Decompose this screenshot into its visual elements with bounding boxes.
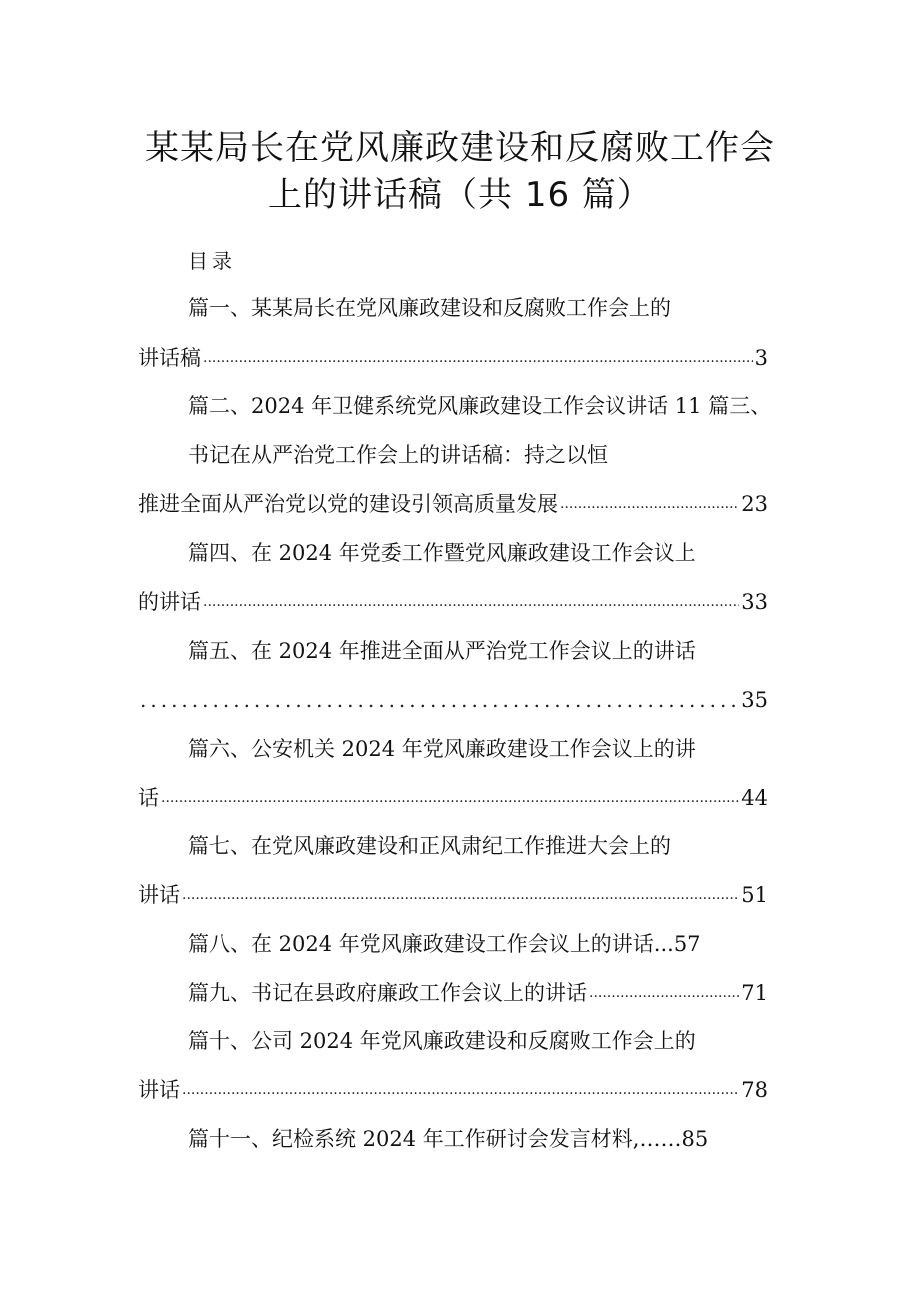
toc-entry-6-line-2 xyxy=(138,784,768,812)
toc-entry-4-label: 的讲话 xyxy=(138,590,201,614)
toc-entry-7-line-1: 篇七、在党风廉政建设和正风肃纪工作推进大会上的 xyxy=(188,834,671,858)
toc-entry-3-label: 推进全面从严治党以党的建设引领高质量发展 xyxy=(138,492,558,516)
toc-entry-4-line-1: 篇四、在 2024 年党委工作暨党风廉政建设工作会议上 xyxy=(188,541,696,565)
toc-entry-8: 篇八、在 2024 年党风廉政建设工作会议上的讲话...57 xyxy=(188,932,701,956)
toc-entry-7-line-2 xyxy=(138,881,768,909)
toc-entry-7-page: 51 xyxy=(741,883,768,907)
toc-entry-2-line-1: 篇二、2024 年卫健系统党风廉政建设工作会议讲话 11 篇三、 xyxy=(188,394,772,418)
toc-entry-6-line-1: 篇六、公安机关 2024 年党风廉政建设工作会议上的讲 xyxy=(188,737,696,761)
toc-entry-3-page: 23 xyxy=(741,492,768,516)
dot-leader xyxy=(203,344,753,372)
dot-leader xyxy=(140,686,739,714)
toc-entry-10-line-2 xyxy=(138,1076,768,1104)
toc-entry-10-line-1: 篇十、公司 2024 年党风廉政建设和反腐败工作会上的 xyxy=(188,1029,696,1053)
toc-entry-1-line-1: 篇一、某某局长在党风廉政建设和反腐败工作会上的 xyxy=(188,296,671,320)
toc-entry-5-page: 35 xyxy=(741,688,768,712)
toc-entry-1-line-2 xyxy=(138,344,768,372)
dot-leader xyxy=(161,784,739,812)
toc-entry-9 xyxy=(188,979,768,1007)
toc-entry-10-page: 78 xyxy=(741,1078,768,1102)
toc-entry-3-line-2 xyxy=(138,490,768,518)
toc-heading: 目录 xyxy=(188,249,236,273)
toc-entry-5-line-1: 篇五、在 2024 年推进全面从严治党工作会议上的讲话 xyxy=(188,639,696,663)
toc-entry-3-line-1: 书记在从严治党工作会上的讲话稿：持之以恒 xyxy=(188,443,608,467)
toc-entry-10-label: 讲话 xyxy=(138,1078,180,1102)
dot-leader xyxy=(182,1076,739,1104)
document-title-line-2: 上的讲话稿（共 16 篇） xyxy=(268,175,652,215)
toc-entry-1-page: 3 xyxy=(754,346,768,370)
dot-leader xyxy=(560,490,739,518)
toc-entry-11: 篇十一、纪检系统 2024 年工作研讨会发言材料,……85 xyxy=(188,1127,709,1151)
toc-entry-6-page: 44 xyxy=(741,786,768,810)
toc-entry-9-label: 篇九、书记在县政府廉政工作会议上的讲话 xyxy=(188,981,587,1005)
toc-entry-5-line-2 xyxy=(138,686,768,714)
dot-leader xyxy=(203,588,739,616)
toc-entry-1-label: 讲话稿 xyxy=(138,346,201,370)
dot-leader xyxy=(182,881,739,909)
document-title-line-1: 某某局长在党风廉政建设和反腐败工作会 xyxy=(145,128,775,168)
toc-entry-6-label: 话 xyxy=(138,786,159,810)
toc-entry-7-label: 讲话 xyxy=(138,883,180,907)
toc-entry-4-line-2 xyxy=(138,588,768,616)
dot-leader xyxy=(589,979,739,1007)
toc-entry-9-page: 71 xyxy=(741,981,768,1005)
toc-entry-4-page: 33 xyxy=(741,590,768,614)
